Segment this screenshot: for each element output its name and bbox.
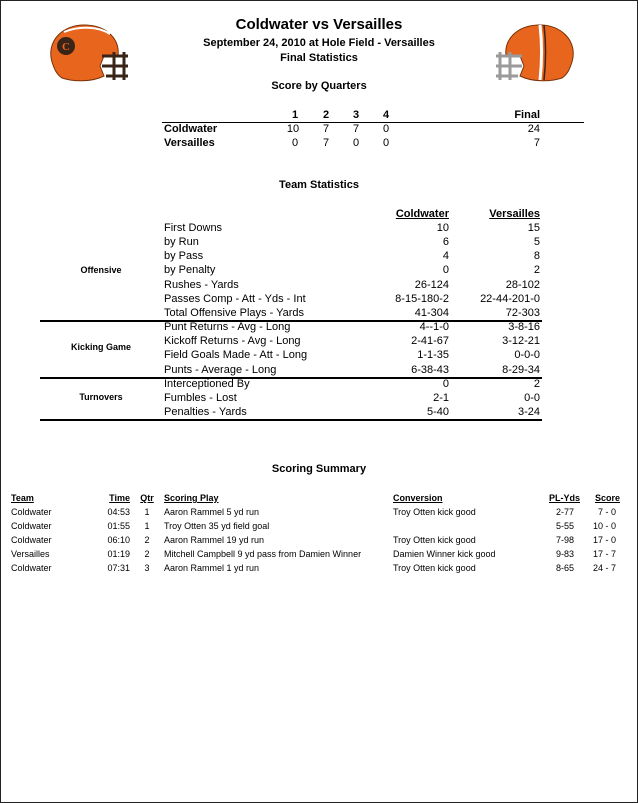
team-column-header: Coldwater [395,208,449,220]
stat-label: by Run [164,236,199,248]
stat-value: 5 [533,236,540,248]
scoring-play: Aaron Rammel 5 yd run [164,507,260,517]
quarter-score: 7 [322,123,330,135]
stat-value: 2 [533,264,540,276]
quarter-score: 0 [382,137,390,149]
stat-group-divider [40,419,542,421]
scoring-summary-heading: Scoring Summary [271,463,367,475]
stat-label: Passes Comp - Att - Yds - Int [164,293,306,305]
stat-value: 0-0 [524,392,540,404]
scoring-play: Troy Otten 35 yd field goal [164,521,270,531]
stat-value: 5-40 [426,406,449,418]
stat-value: 28-102 [505,279,540,291]
scoring-qtr: 1 [144,521,150,531]
scoring-team: Coldwater [11,521,52,531]
scoring-col-header: Qtr [140,493,154,503]
scoring-time: 06:10 [107,535,130,545]
stat-label: First Downs [164,222,223,234]
quarters-team-name: Coldwater [164,123,218,135]
scoring-play: Aaron Rammel 19 yd run [164,535,265,545]
scoring-play: Aaron Rammel 1 yd run [164,563,260,573]
scoring-qtr: 3 [144,563,150,573]
stat-value: 10 [436,222,449,234]
stat-value: 3-8-16 [508,321,540,333]
scoring-time: 01:55 [107,521,130,531]
scoring-score: 17 - 0 [592,535,616,545]
stat-value: 22-44-201-0 [480,293,540,305]
scoring-score: 17 - 7 [592,549,616,559]
quarter-score: 7 [322,137,330,149]
scoring-score: 24 - 7 [592,563,616,573]
stat-value: 0 [442,264,449,276]
team-statistics-heading: Team Statistics [279,179,359,191]
scoring-time: 04:53 [107,507,130,517]
scoring-conversion: Troy Otten kick good [393,535,476,545]
stat-label: by Penalty [164,264,216,276]
score-by-quarters-heading: Score by Quarters [271,80,367,92]
stat-value: 3-12-21 [502,335,540,347]
quarter-score: 0 [382,123,390,135]
stat-label: Interceptioned By [164,378,250,390]
stat-label: Fumbles - Lost [164,392,237,404]
scoring-team: Coldwater [11,507,52,517]
quarter-score: 0 [291,137,299,149]
stat-value: 8-29-34 [502,364,540,376]
scoring-pl-yds: 8-65 [555,563,574,573]
stat-value: 2 [533,378,540,390]
scoring-team: Coldwater [11,563,52,573]
page-title: Coldwater vs Versailles [235,16,403,33]
stat-value: 15 [527,222,540,234]
stat-label: Penalties - Yards [164,406,247,418]
stat-value: 0 [442,378,449,390]
stat-value: 8-15-180-2 [395,293,449,305]
scoring-pl-yds: 7-98 [555,535,574,545]
stat-value: 6-38-43 [411,364,449,376]
quarters-team-name: Versailles [164,137,215,149]
scoring-play: Mitchell Campbell 9 yd pass from Damien Winner [164,549,362,559]
stat-label: by Pass [164,250,204,262]
scoring-score: 10 - 0 [592,521,616,531]
scoring-time: 07:31 [107,563,130,573]
stat-label: Total Offensive Plays - Yards [164,307,305,319]
stat-value: 0-0-0 [514,349,540,361]
stat-group-label: Kicking Game [70,342,132,352]
stat-value: 6 [442,236,449,248]
scoring-team: Versailles [11,549,50,559]
stat-value: 4--1-0 [419,321,449,333]
scoring-qtr: 2 [144,535,150,545]
final-statistics-label: Final Statistics [280,52,358,64]
stat-value: 2-1 [433,392,449,404]
scoring-time: 01:19 [107,549,130,559]
stat-value: 41-304 [414,307,449,319]
stat-value: 26-124 [414,279,449,291]
stat-value: 8 [533,250,540,262]
stat-value: 72-303 [505,307,540,319]
stat-group-label: Turnovers [79,392,123,402]
scoring-qtr: 1 [144,507,150,517]
scoring-team: Coldwater [11,535,52,545]
scoring-pl-yds: 2-77 [555,507,574,517]
quarter-header: 4 [382,109,390,121]
team-column-header: Versailles [489,208,540,220]
stat-value: 1-1-35 [417,349,449,361]
stat-value: 4 [442,250,449,262]
scoring-conversion: Damien Winner kick good [393,549,496,559]
quarter-header: 2 [322,109,330,121]
stat-value: 3-24 [517,406,540,418]
scoring-pl-yds: 9-83 [555,549,574,559]
scoring-pl-yds: 5-55 [555,521,574,531]
stat-group-label: Offensive [80,265,122,275]
final-score: 24 [527,123,540,135]
svg-text:C: C [62,41,70,53]
stat-label: Field Goals Made - Att - Long [164,349,308,361]
stat-label: Rushes - Yards [164,279,239,291]
final-header: Final [514,109,540,121]
scoring-col-header: Team [11,493,34,503]
quarter-score: 10 [286,123,300,135]
scoring-conversion: Troy Otten kick good [393,507,476,517]
scoring-col-header: Score [594,493,620,503]
quarter-header: 1 [291,109,299,121]
stat-label: Kickoff Returns - Avg - Long [164,335,301,347]
game-date-location: September 24, 2010 at Hole Field - Versailles [203,37,435,49]
scoring-col-header: Scoring Play [164,493,219,503]
quarter-score: 0 [352,137,360,149]
scoring-col-header: Conversion [393,493,443,503]
quarter-score: 7 [352,123,360,135]
stat-label: Punts - Average - Long [164,364,277,376]
stat-label: Punt Returns - Avg - Long [164,321,291,333]
quarter-header: 3 [352,109,360,121]
final-score: 7 [533,137,540,149]
stat-value: 2-41-67 [411,335,449,347]
scoring-col-header: Time [109,493,130,503]
scoring-qtr: 2 [144,549,150,559]
scoring-score: 7 - 0 [597,507,616,517]
scoring-conversion: Troy Otten kick good [393,563,476,573]
scoring-col-header: PL-Yds [548,493,580,503]
